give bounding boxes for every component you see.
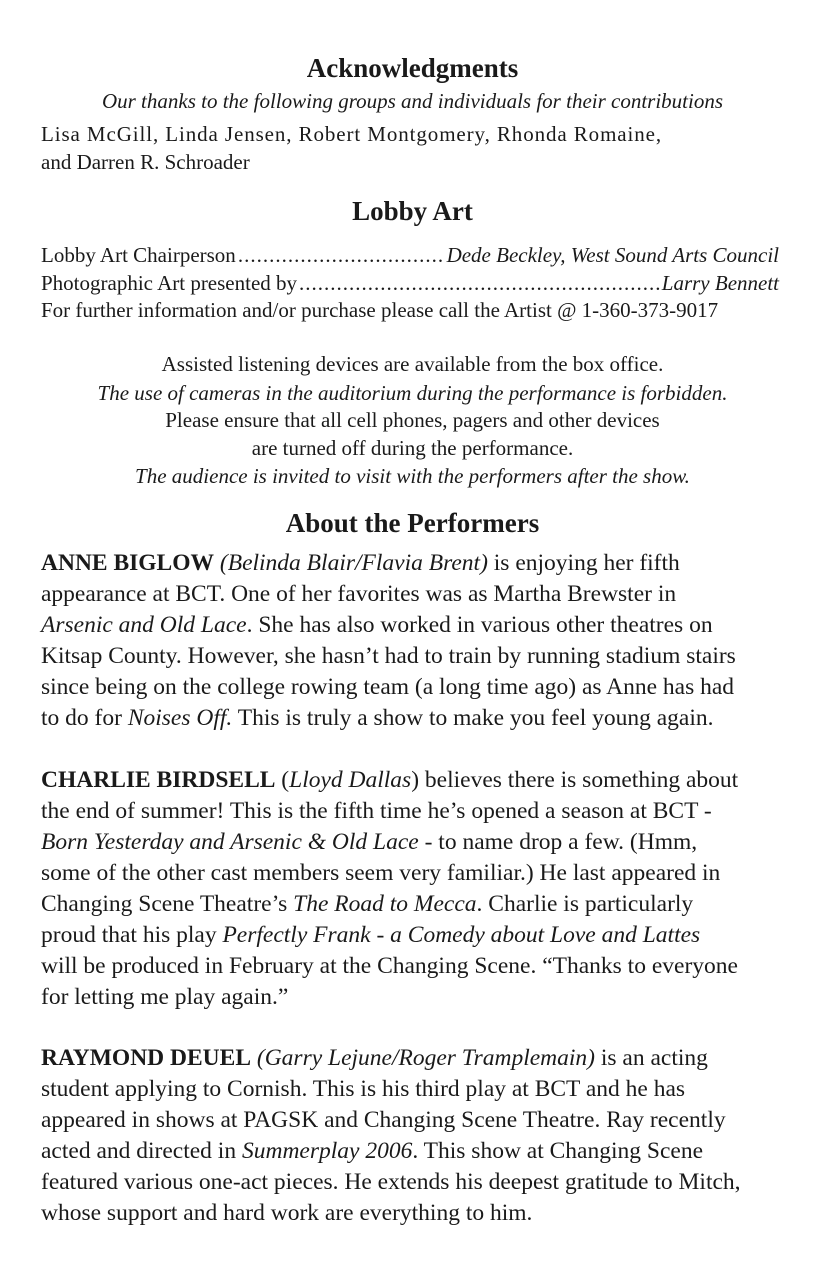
- acknowledgments-names-line-1: Lisa McGill, Linda Jensen, Robert Montgomery, Rhonda Romaine,: [41, 122, 663, 146]
- bio-text: acted and directed in: [41, 1138, 242, 1164]
- performer-name: CHARLIE BIRDSELL: [41, 767, 276, 793]
- bio-charlie-line-7: will be produced in February at the Changing Scene. “Thanks to everyone: [41, 953, 738, 979]
- bio-raymond-line-5: featured various one-act pieces. He extends his deepest gratitude to Mitch,: [41, 1169, 741, 1195]
- bio-charlie-line-4: some of the other cast members seem very familiar.) He last appeared in: [41, 860, 721, 886]
- show-title: Noises Off.: [127, 705, 233, 731]
- dot-leader: [238, 243, 445, 268]
- show-title: Born Yesterday and Arsenic & Old Lace: [41, 829, 419, 855]
- performer-name: RAYMOND DEUEL: [41, 1045, 251, 1071]
- lobby-art-info-line: For further information and/or purchase please call the Artist @ 1-360-373-9017: [41, 298, 719, 322]
- bio-raymond-line-6: whose support and hard work are everything to him.: [41, 1200, 533, 1226]
- performer-role: (Garry Lejune/Roger Tramplemain): [256, 1045, 595, 1071]
- dot-leader: [299, 271, 660, 296]
- bio-charlie-line-8: for letting me play again.”: [41, 984, 289, 1010]
- show-title: Arsenic and Old Lace: [41, 612, 247, 638]
- performers-heading: About the Performers: [285, 508, 540, 538]
- bio-anne-line-5: since being on the college rowing team (a long time ago) as Anne has had: [41, 674, 735, 700]
- acknowledgments-heading: Acknowledgments: [306, 53, 519, 83]
- lobby-art-chair-value: Dede Beckley, West Sound Arts Council: [446, 243, 779, 267]
- bio-raymond-line-1: [41, 1045, 708, 1072]
- notice-cameras: The use of cameras in the auditorium during the performance is forbidden.: [97, 381, 728, 405]
- bio-anne-line-3: [41, 612, 713, 639]
- bio-text: Changing Scene Theatre’s: [41, 891, 294, 917]
- bio-raymond-line-4: [41, 1138, 703, 1165]
- lobby-art-photo-value: Larry Bennett: [661, 271, 779, 295]
- notice-turned-off: are turned off during the performance.: [251, 436, 574, 460]
- acknowledgments-names-line-2: and Darren R. Schroader: [41, 150, 250, 174]
- notice-listening-devices: Assisted listening devices are available from the box office.: [161, 352, 664, 376]
- performer-role: (Belinda Blair/Flavia Brent): [219, 550, 488, 576]
- bio-text: . This show at Changing Scene: [412, 1138, 704, 1164]
- lobby-art-photo-label: Photographic Art presented by: [41, 271, 298, 295]
- bio-text: (: [275, 767, 290, 793]
- bio-charlie-line-2: the end of summer! This is the fifth time he’s opened a season at BCT -: [41, 798, 712, 824]
- notice-devices: Please ensure that all cell phones, pagers and other devices: [165, 408, 660, 432]
- lobby-art-photo-row: [41, 271, 779, 296]
- bio-text: . Charlie is particularly: [476, 891, 694, 917]
- lobby-art-chair-label: Lobby Art Chairperson: [41, 243, 236, 267]
- bio-raymond-line-3: appeared in shows at PAGSK and Changing Scene Theatre. Ray recently: [41, 1107, 726, 1133]
- lobby-art-heading: Lobby Art: [352, 196, 473, 226]
- bio-text: to do for: [41, 705, 128, 731]
- bio-charlie-line-5: [41, 891, 693, 918]
- bio-anne-line-1: [41, 550, 680, 577]
- bio-text: believes there is something about: [419, 767, 739, 793]
- show-title: Summerplay 2006: [241, 1138, 413, 1164]
- acknowledgments-subtitle: Our thanks to the following groups and individuals for their contributions: [101, 89, 724, 113]
- bio-anne-line-2: appearance at BCT. One of her favorites was as Martha Brewster in: [41, 581, 677, 607]
- performer-name: ANNE BIGLOW: [41, 550, 215, 576]
- bio-anne-line-6: [41, 705, 714, 732]
- bio-text: is an acting: [595, 1045, 708, 1071]
- bio-charlie-line-3: [41, 829, 697, 856]
- bio-charlie-line-6: [41, 922, 700, 949]
- bio-text: This is truly a show to make you feel young again.: [232, 705, 714, 731]
- bio-text: ): [411, 767, 420, 793]
- bio-text: is enjoying her fifth: [487, 550, 680, 576]
- bio-text: . She has also worked in various other theatres on: [246, 612, 713, 638]
- lobby-art-chair-row: [41, 243, 779, 268]
- show-title: The Road to Mecca: [293, 891, 477, 917]
- bio-raymond-line-2: student applying to Cornish. This is his third play at BCT and he has: [41, 1076, 686, 1102]
- bio-text: proud that his play: [41, 922, 223, 948]
- bio-charlie-line-1: [41, 767, 738, 794]
- bio-anne-line-4: Kitsap County. However, she hasn’t had to train by running stadium stairs: [41, 643, 736, 669]
- bio-text: - to name drop a few. (Hmm,: [418, 829, 698, 855]
- notice-visit-performers: The audience is invited to visit with the performers after the show.: [135, 464, 690, 488]
- performer-role: Lloyd Dallas: [289, 767, 412, 793]
- show-title: Perfectly Frank - a Comedy about Love and Lattes: [222, 922, 701, 948]
